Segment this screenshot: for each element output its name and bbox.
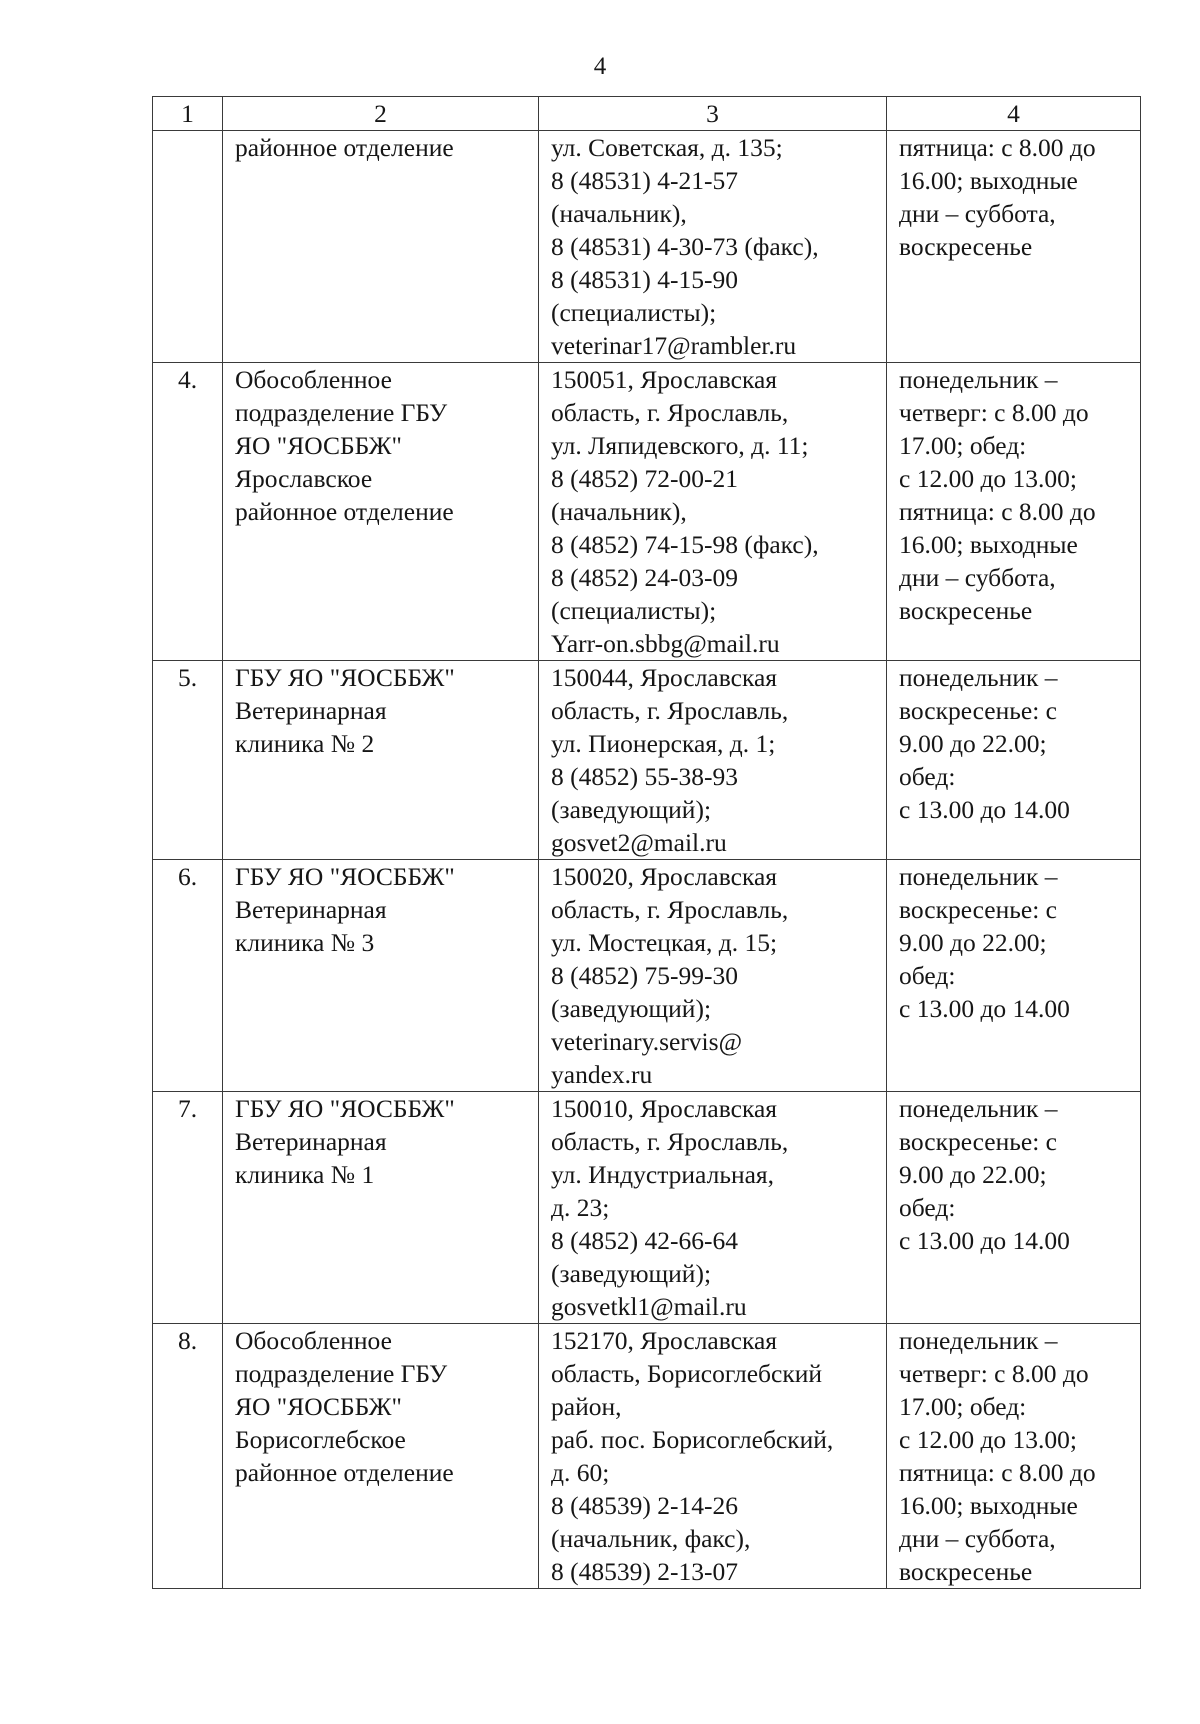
facility-hours-line: с 13.00 до 14.00: [899, 994, 1070, 1023]
facility-contacts-line: (начальник),: [551, 199, 687, 228]
row-number: 6.: [153, 860, 223, 1092]
facility-contacts-line: ул. Ляпидевского, д. 11;: [551, 431, 809, 460]
facility-hours-line: 9.00 до 22.00;: [899, 729, 1047, 758]
facility-hours-line: дни – суббота,: [899, 563, 1056, 592]
facility-name-line: Ветеринарная: [235, 696, 387, 725]
facility-name: [223, 363, 539, 661]
facility-name-line: клиника № 1: [235, 1160, 375, 1189]
page-number: 4: [593, 53, 607, 80]
facility-name: [223, 131, 539, 363]
facility-hours-line: пятница: с 8.00 до: [899, 497, 1096, 526]
facility-contacts-line: д. 23;: [551, 1193, 610, 1222]
row-number: [153, 131, 223, 363]
facility-contacts-line: (начальник, факс),: [551, 1524, 751, 1553]
facility-name-line: ЯО "ЯОСББЖ": [235, 1392, 402, 1421]
facility-name-line: ГБУ ЯО "ЯОСББЖ": [235, 862, 455, 891]
facility-contacts-line: 8 (4852) 72-00-21: [551, 464, 738, 493]
facility-hours-line: 9.00 до 22.00;: [899, 928, 1047, 957]
facility-hours: [887, 1324, 1141, 1589]
facility-name-line: районное отделение: [235, 497, 454, 526]
facility-hours-line: понедельник –: [899, 1326, 1058, 1355]
facility-name-line: клиника № 3: [235, 928, 375, 957]
facilities-table: [152, 96, 1141, 1589]
table-row: [153, 131, 1141, 363]
facility-name-line: Ветеринарная: [235, 1127, 387, 1156]
facility-hours-line: 17.00; обед:: [899, 431, 1027, 460]
facility-hours-line: воскресенье: с: [899, 1127, 1057, 1156]
facility-contacts-line: 8 (48539) 2-14-26: [551, 1491, 738, 1520]
facility-hours-line: обед:: [899, 762, 956, 791]
header-col-4: 4: [887, 97, 1141, 131]
facility-hours-line: четверг: с 8.00 до: [899, 1359, 1089, 1388]
facility-hours-line: четверг: с 8.00 до: [899, 398, 1089, 427]
facility-hours-line: воскресенье: с: [899, 895, 1057, 924]
facility-contacts-line: (специалисты);: [551, 298, 717, 327]
facility-hours-line: понедельник –: [899, 365, 1058, 394]
facility-contacts-line: (начальник),: [551, 497, 687, 526]
facility-contacts-line: область, г. Ярославль,: [551, 696, 789, 725]
facility-contacts-line: (заведующий);: [551, 994, 712, 1023]
facility-contacts-line: 8 (4852) 75-99-30: [551, 961, 738, 990]
table-header-row: [153, 97, 1141, 131]
facility-hours: [887, 860, 1141, 1092]
facility-contacts-line: ул. Пионерская, д. 1;: [551, 729, 776, 758]
header-col-2: 2: [223, 97, 539, 131]
facility-hours-line: обед:: [899, 961, 956, 990]
facility-contacts-line: раб. пос. Борисоглебский,: [551, 1425, 834, 1454]
facility-name-line: подразделение ГБУ: [235, 398, 448, 427]
facility-contacts-line: veterinary.servis@: [551, 1027, 743, 1056]
facility-hours-line: 9.00 до 22.00;: [899, 1160, 1047, 1189]
facility-contacts-line: ул. Мостецкая, д. 15;: [551, 928, 778, 957]
facility-contacts-line: область, г. Ярославль,: [551, 1127, 789, 1156]
facility-contacts-line: 8 (4852) 42-66-64: [551, 1226, 738, 1255]
facility-name-line: подразделение ГБУ: [235, 1359, 448, 1388]
facility-contacts-line: 150020, Ярославская: [551, 862, 778, 891]
facility-name-line: Ярославское: [235, 464, 373, 493]
facility-contacts-line: 150044, Ярославская: [551, 663, 778, 692]
facility-hours-line: понедельник –: [899, 1094, 1058, 1123]
facility-contacts: [539, 1092, 887, 1324]
table-row: [153, 860, 1141, 1092]
facility-contacts-line: 8 (4852) 55-38-93: [551, 762, 738, 791]
facility-contacts-line: yandex.ru: [551, 1060, 653, 1089]
facility-hours-line: 16.00; выходные: [899, 530, 1078, 559]
facility-contacts-line: 8 (48531) 4-15-90: [551, 265, 738, 294]
facility-contacts-line: veterinar17@rambler.ru: [551, 331, 797, 360]
facility-hours-line: 17.00; обед:: [899, 1392, 1027, 1421]
facility-contacts-line: 8 (48531) 4-30-73 (факс),: [551, 232, 819, 261]
facility-name: [223, 1092, 539, 1324]
table-row: [153, 1324, 1141, 1589]
facility-contacts-line: (специалисты);: [551, 596, 717, 625]
facility-hours-line: 16.00; выходные: [899, 166, 1078, 195]
facility-contacts: [539, 363, 887, 661]
facility-hours-line: понедельник –: [899, 862, 1058, 891]
facility-contacts-line: gosvet2@mail.ru: [551, 828, 727, 857]
facility-hours-line: воскресенье: [899, 596, 1033, 625]
facility-contacts-line: д. 60;: [551, 1458, 610, 1487]
facility-contacts-line: 150051, Ярославская: [551, 365, 778, 394]
facility-contacts-line: 8 (48531) 4-21-57: [551, 166, 738, 195]
facility-contacts-line: 152170, Ярославская: [551, 1326, 778, 1355]
facility-name-line: ЯО "ЯОСББЖ": [235, 431, 402, 460]
facility-hours: [887, 1092, 1141, 1324]
facility-hours: [887, 131, 1141, 363]
facility-contacts-line: 8 (4852) 24-03-09: [551, 563, 738, 592]
facility-contacts-line: ул. Советская, д. 135;: [551, 133, 783, 162]
facility-hours-line: понедельник –: [899, 663, 1058, 692]
facility-hours-line: пятница: с 8.00 до: [899, 133, 1096, 162]
facility-hours: [887, 363, 1141, 661]
facility-name: [223, 1324, 539, 1589]
facility-name-line: районное отделение: [235, 133, 454, 162]
facility-name-line: Обособленное: [235, 1326, 392, 1355]
row-number: 4.: [153, 363, 223, 661]
facility-contacts-line: 8 (48539) 2-13-07: [551, 1557, 738, 1586]
facility-hours-line: с 13.00 до 14.00: [899, 1226, 1070, 1255]
facility-name-line: ГБУ ЯО "ЯОСББЖ": [235, 663, 455, 692]
row-number: 7.: [153, 1092, 223, 1324]
facility-name-line: Ветеринарная: [235, 895, 387, 924]
facility-hours-line: пятница: с 8.00 до: [899, 1458, 1096, 1487]
table-row: [153, 1092, 1141, 1324]
facility-name: [223, 661, 539, 860]
facility-hours-line: воскресенье: [899, 232, 1033, 261]
facility-name-line: ГБУ ЯО "ЯОСББЖ": [235, 1094, 455, 1123]
facility-contacts: [539, 131, 887, 363]
facility-contacts-line: район,: [551, 1392, 622, 1421]
facility-name: [223, 860, 539, 1092]
facility-contacts: [539, 661, 887, 860]
facility-hours-line: обед:: [899, 1193, 956, 1222]
facility-name-line: Борисоглебское: [235, 1425, 406, 1454]
facility-contacts-line: Yarr-on.sbbg@mail.ru: [551, 629, 780, 658]
facility-contacts-line: ул. Индустриальная,: [551, 1160, 775, 1189]
facility-contacts-line: область, г. Ярославль,: [551, 398, 789, 427]
facility-contacts-line: (заведующий);: [551, 795, 712, 824]
facility-name-line: клиника № 2: [235, 729, 375, 758]
facility-contacts-line: 150010, Ярославская: [551, 1094, 778, 1123]
facility-hours: [887, 661, 1141, 860]
facility-hours-line: с 12.00 до 13.00;: [899, 464, 1078, 493]
row-number: 8.: [153, 1324, 223, 1589]
table-row: [153, 661, 1141, 860]
facility-contacts: [539, 860, 887, 1092]
facility-name-line: районное отделение: [235, 1458, 454, 1487]
row-number: 5.: [153, 661, 223, 860]
header-col-3: 3: [539, 97, 887, 131]
facility-hours-line: 16.00; выходные: [899, 1491, 1078, 1520]
facility-contacts-line: область, Борисоглебский: [551, 1359, 823, 1388]
header-col-1: 1: [153, 97, 223, 131]
facility-contacts-line: область, г. Ярославль,: [551, 895, 789, 924]
facility-hours-line: дни – суббота,: [899, 199, 1056, 228]
facility-contacts-line: gosvetkl1@mail.ru: [551, 1292, 747, 1321]
facility-contacts: [539, 1324, 887, 1589]
facility-name-line: Обособленное: [235, 365, 392, 394]
facility-hours-line: воскресенье: [899, 1557, 1033, 1586]
table-row: [153, 363, 1141, 661]
facility-hours-line: с 13.00 до 14.00: [899, 795, 1070, 824]
facility-hours-line: воскресенье: с: [899, 696, 1057, 725]
facility-contacts-line: (заведующий);: [551, 1259, 712, 1288]
facility-hours-line: с 12.00 до 13.00;: [899, 1425, 1078, 1454]
facility-hours-line: дни – суббота,: [899, 1524, 1056, 1553]
facility-contacts-line: 8 (4852) 74-15-98 (факс),: [551, 530, 819, 559]
